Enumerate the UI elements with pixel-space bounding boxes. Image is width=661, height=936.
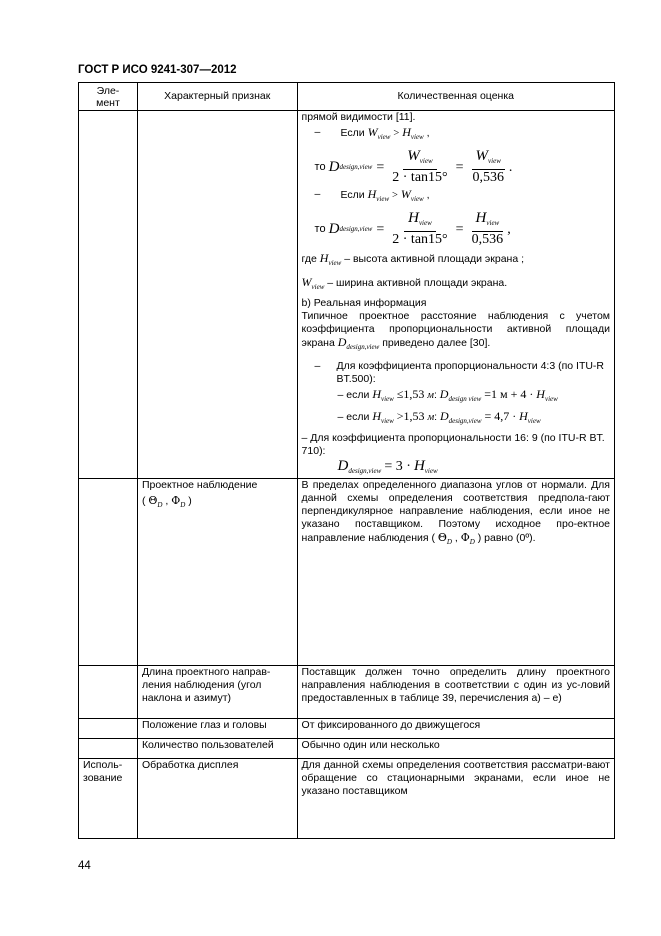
- cell-element: [79, 479, 138, 666]
- cell-assessment: Поставщик должен точно определить длину проектного направления наблюдения в соответствии с один из ус-ловий предоставленных в таблице 39, перечисления а) – е): [297, 666, 614, 719]
- cell-element: [79, 719, 138, 739]
- requirements-table: [78, 82, 615, 839]
- formula-2: то D design,view = $\frac{H_{view}}{2 \cdot \tan 15^\circ}$ = $\frac{H_{view}}{0,536}$ ,: [314, 210, 511, 247]
- intro-text: прямой видимости [11].: [301, 111, 416, 123]
- table-header-row: [79, 83, 615, 111]
- section-b-title: b) Реальная информация: [301, 297, 427, 309]
- table-row: [79, 719, 615, 739]
- case-1-condition: – Если $W_{view} > H_{view}$ ,: [314, 125, 430, 141]
- cell-assessment: [297, 111, 614, 479]
- page-number: 44: [78, 860, 91, 872]
- cell-feature: Длина проектного направ-ления наблюдения (угол наклона и азимут): [137, 666, 297, 719]
- table-row: [79, 739, 615, 759]
- cell-assessment: Для данной схемы определения соответствия рассматри-вают обращение со стационарными экранами, если иное не указано поставщиком: [297, 759, 614, 839]
- cell-feature: Проектное наблюдение ( $\Theta_D$ , $\Phi_D$ ): [137, 479, 297, 666]
- document-header: ГОСТ Р ИСО 9241-307—2012: [78, 64, 237, 76]
- cell-assessment: От фиксированного до движущегося: [297, 719, 614, 739]
- table-row: [79, 666, 615, 719]
- case-2-condition: – Если $H_{view} > W_{view}$ ,: [314, 187, 430, 203]
- cell-element: [79, 666, 138, 719]
- cell-feature: Количество пользователей: [137, 739, 297, 759]
- formula-1: то D design,view = $\frac{W_{view}}{2 \cdot \tan 15^\circ}$ = $\frac{W_{view}}{0,536}$ .: [314, 148, 513, 185]
- cell-feature: [137, 111, 297, 479]
- cell-element: Исполь- зование: [79, 759, 138, 839]
- header-element: Эле- мент: [79, 83, 138, 111]
- header-feature: Характерный признак: [137, 83, 297, 111]
- table-row: [79, 759, 615, 839]
- cell-assessment: Обычно один или несколько: [297, 739, 614, 759]
- table-row: [79, 479, 615, 666]
- cell-assessment: В пределах определенного диапазона углов от нормали. Для данной схемы определения соответствия предпола-гают перпендикулярное направление наблюдения, если иное не указано поставщиком. Поэтому исходное про-ектное направление наблюдения ( $\Theta_D$ , $\Phi_D$ ) равно (0º).: [297, 479, 614, 666]
- table-row: [79, 111, 615, 479]
- where-height: где $H_{view}$ – высота активной площади экрана ;: [301, 251, 525, 267]
- ratio-4-3-case-1: – если $H_{view} \le 1,53$ м: $D_{design view} =1$ $м + 4 \cdot H_{view}$: [337, 387, 558, 403]
- cell-element: [79, 111, 138, 479]
- section-b-text: Типичное проектное расстояние наблюдения с учетом коэффициента пропорциональности активной площади экрана $D_{design,view}$ приведено далее [30].: [301, 310, 610, 351]
- ratio-16-9: – Для коэффициента пропорциональности 16: 9 (по ITU-R BT. 710):: [301, 432, 605, 457]
- ratio-4-3-case-2: – если $H_{view} >1,53$ м: $D_{design,view} = 4,7 \cdot H_{view}$: [337, 409, 541, 425]
- ratio-4-3: – Для коэффициента пропорциональности 4:3 (по ITU-R BT.500):: [314, 360, 605, 385]
- where-width: $W_{view}$ – ширина активной площади экрана.: [301, 275, 508, 291]
- header-assessment: Количественная оценка: [297, 83, 614, 111]
- ratio-16-9-formula: $D_{design,view} = 3 \cdot H_{view}$: [337, 458, 438, 475]
- cell-feature: Обработка дисплея: [137, 759, 297, 839]
- cell-element: [79, 739, 138, 759]
- cell-feature: Положение глаз и головы: [137, 719, 297, 739]
